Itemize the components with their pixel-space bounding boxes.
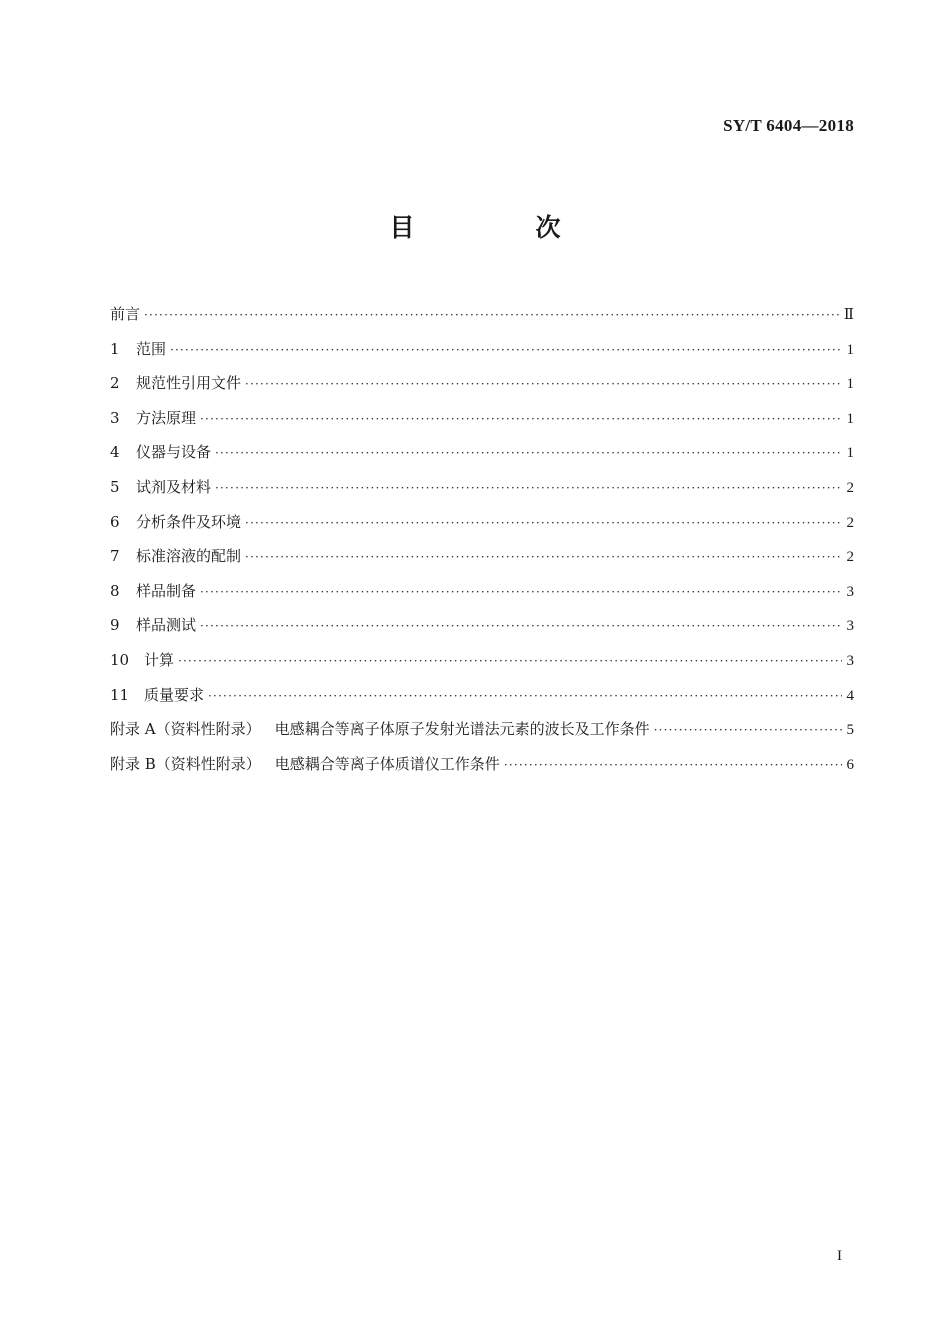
toc-entry-text: 电感耦合等离子体质谱仪工作条件: [274, 754, 500, 773]
dot-leader: [144, 298, 840, 333]
toc-entry-number: 6: [110, 512, 120, 531]
table-of-contents: [110, 297, 854, 781]
toc-entry-number: 8: [110, 581, 120, 600]
toc-entry-text: 质量要求: [144, 685, 205, 704]
toc-entry-label: [110, 435, 211, 470]
toc-entry-text: 仪器与设备: [136, 443, 212, 462]
toc-entry-number: 3: [110, 408, 120, 427]
toc-entry-label: [110, 643, 174, 678]
toc-entry-text: 电感耦合等离子体原子发射光谱法元素的波长及工作条件: [274, 720, 650, 739]
toc-entry-6[interactable]: [110, 505, 854, 540]
toc-entry-page: 1: [846, 341, 854, 358]
toc-entry-text: 标准溶液的配制: [136, 547, 242, 566]
toc-entry-text: 试剂及材料: [136, 477, 212, 496]
toc-entry-page: 5: [846, 722, 854, 739]
toc-entry-label: [110, 366, 241, 401]
page-title: 目 次: [389, 213, 609, 242]
toc-entry-label: [110, 539, 241, 574]
dot-leader: [178, 644, 842, 679]
toc-entry-11[interactable]: [110, 678, 854, 713]
toc-entry-number: 1: [110, 339, 120, 358]
dot-leader: [170, 333, 842, 368]
toc-entry-text: 样品测试: [136, 616, 197, 635]
dot-leader: [504, 748, 842, 783]
toc-entry-text: 样品制备: [136, 581, 197, 600]
toc-entry-number: 4: [110, 443, 120, 462]
toc-entry-number: 7: [110, 547, 120, 566]
toc-entry-9[interactable]: [110, 608, 854, 643]
toc-entry-label: [110, 712, 650, 747]
toc-entry-foreword[interactable]: [110, 297, 854, 332]
toc-entry-text: 范围: [136, 339, 167, 358]
toc-entry-appendix-b[interactable]: [110, 747, 854, 782]
toc-entry-page: 2: [846, 514, 854, 531]
toc-entry-1[interactable]: [110, 332, 854, 367]
dot-leader: [215, 471, 842, 506]
toc-entry-page: 1: [846, 410, 854, 427]
dot-leader: [245, 367, 842, 402]
toc-entry-page: 1: [846, 445, 854, 462]
toc-entry-page: Ⅱ: [843, 307, 854, 323]
toc-entry-4[interactable]: [110, 435, 854, 470]
toc-entry-page: 4: [846, 687, 854, 704]
toc-entry-label: [110, 297, 140, 332]
dot-leader: [200, 575, 842, 610]
toc-entry-text: 分析条件及环境: [136, 512, 242, 531]
toc-entry-5[interactable]: [110, 470, 854, 505]
toc-entry-number: 附录 B（资料性附录）: [110, 754, 261, 773]
toc-entry-label: [110, 678, 204, 713]
toc-entry-text: 规范性引用文件: [136, 374, 242, 393]
toc-entry-label: [110, 332, 166, 367]
toc-entry-page: 1: [846, 376, 854, 393]
toc-entry-page: 2: [846, 549, 854, 566]
toc-entry-text: 计算: [144, 650, 175, 669]
dot-leader: [200, 609, 842, 644]
dot-leader: [654, 713, 842, 748]
dot-leader: [245, 540, 842, 575]
toc-entry-page: 2: [846, 479, 854, 496]
toc-entry-3[interactable]: [110, 401, 854, 436]
standard-code: SY/T 6404—2018: [723, 116, 854, 135]
dot-leader: [200, 402, 842, 437]
toc-entry-page: 3: [846, 618, 854, 635]
dot-leader: [245, 506, 842, 541]
toc-entry-8[interactable]: [110, 574, 854, 609]
toc-entry-text: 方法原理: [136, 408, 197, 427]
toc-entry-number: 10: [110, 650, 130, 669]
toc-entry-appendix-a[interactable]: [110, 712, 854, 747]
toc-entry-number: 2: [110, 374, 120, 393]
toc-entry-7[interactable]: [110, 539, 854, 574]
toc-entry-2[interactable]: [110, 366, 854, 401]
page-number: I: [837, 1248, 842, 1264]
dot-leader: [208, 679, 842, 714]
toc-entry-label: [110, 608, 196, 643]
toc-entry-label: [110, 574, 196, 609]
toc-entry-label: [110, 747, 500, 782]
toc-entry-label: [110, 505, 241, 540]
toc-entry-label: [110, 401, 196, 436]
toc-entry-10[interactable]: [110, 643, 854, 678]
toc-entry-text: 前言: [110, 305, 141, 323]
toc-entry-page: 3: [846, 652, 854, 669]
toc-entry-number: 9: [110, 616, 120, 635]
toc-entry-label: [110, 470, 211, 505]
toc-entry-page: 3: [846, 583, 854, 600]
toc-entry-number: 5: [110, 477, 120, 496]
toc-entry-number: 附录 A（资料性附录）: [110, 720, 261, 739]
dot-leader: [215, 436, 842, 471]
toc-entry-page: 6: [846, 756, 854, 773]
toc-entry-number: 11: [110, 685, 130, 704]
